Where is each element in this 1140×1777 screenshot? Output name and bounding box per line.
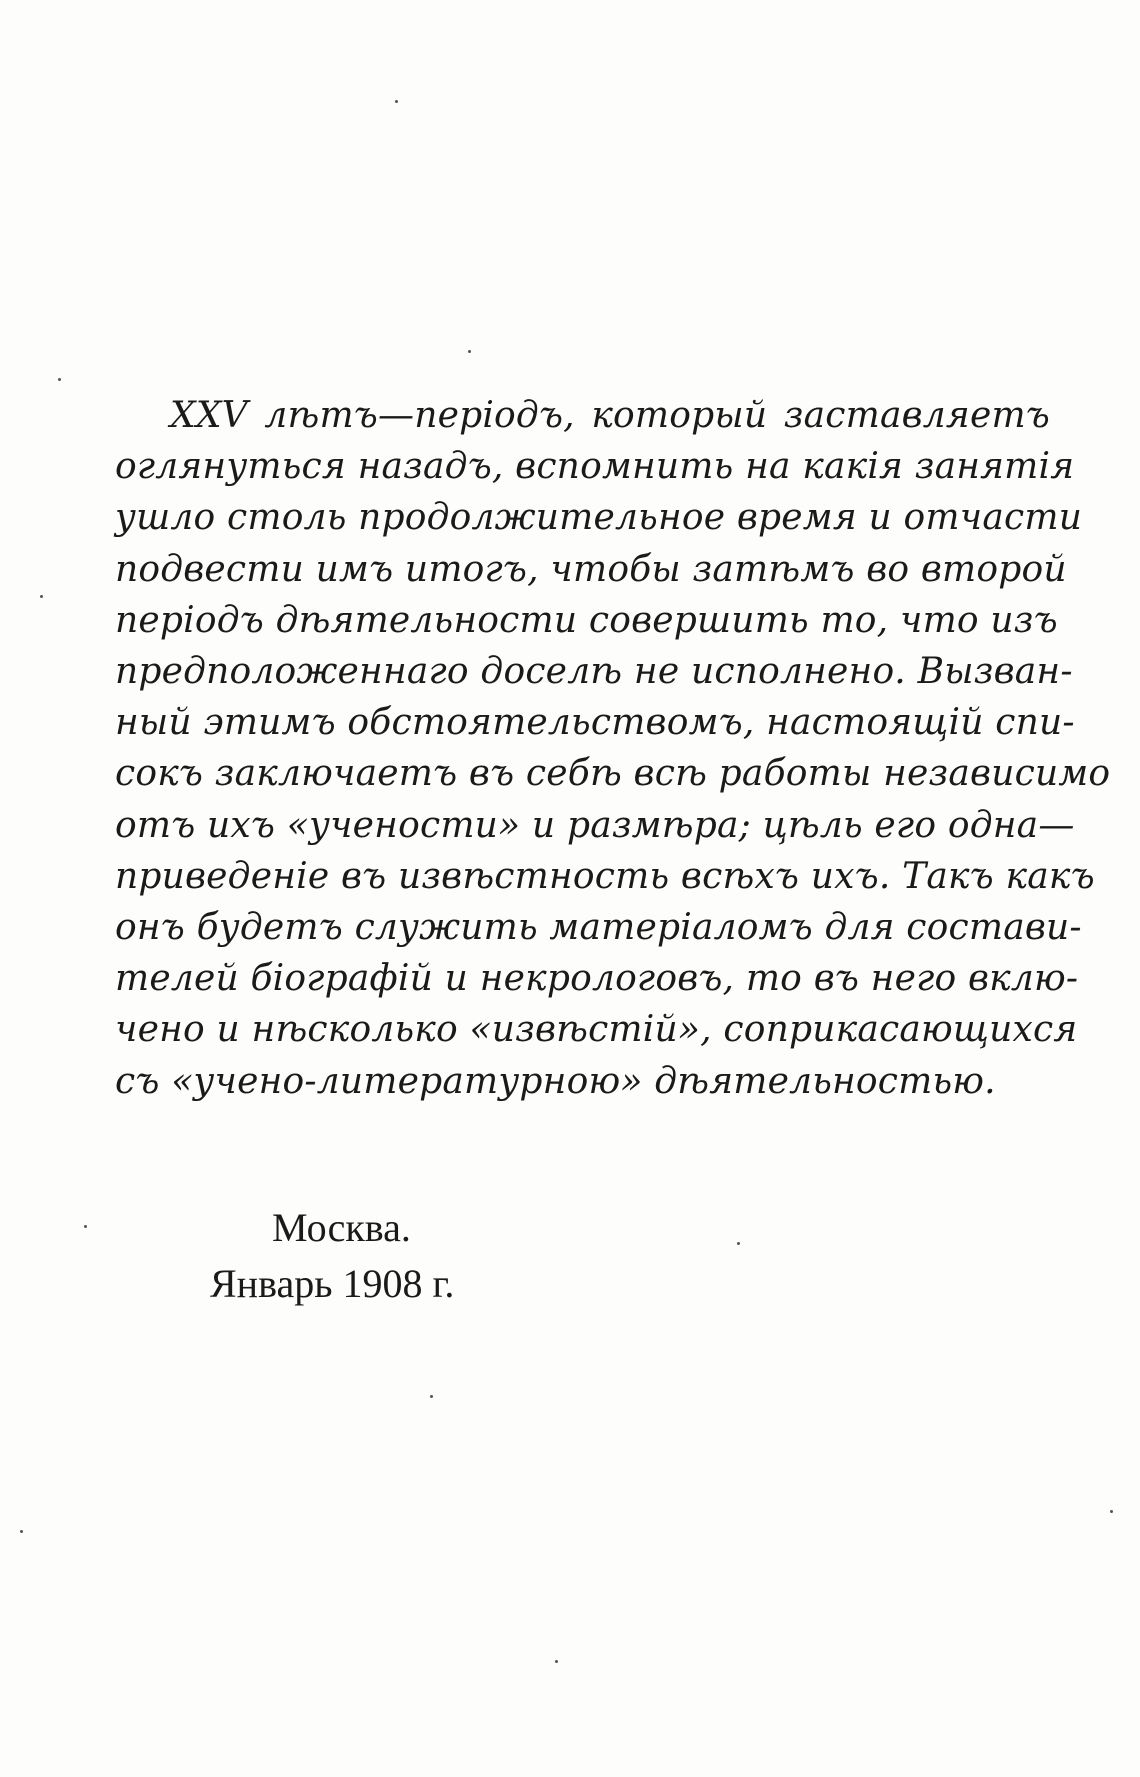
scan-speck — [58, 378, 61, 381]
text-line: приведеніе въ извѣстность всѣхъ ихъ. Такъ какъ — [115, 855, 1095, 897]
text-line: подвести имъ итогъ, чтобы затѣмъ во второй — [115, 548, 1067, 590]
text-line: періодъ дѣятельности совершить то, что изъ — [115, 599, 1058, 641]
text-line: отъ ихъ «учености» и размѣра; цѣль его одна— — [115, 804, 1075, 846]
scan-speck — [737, 1242, 740, 1245]
scan-speck — [468, 350, 471, 353]
text-line: чено и нѣсколько «извѣстій», соприкасающихся — [115, 1009, 1078, 1051]
scan-speck — [1110, 1510, 1113, 1513]
text-line: телей біографій и некрологовъ, то въ него вклю- — [115, 958, 1079, 1000]
signature-city: Москва. — [272, 1205, 411, 1250]
scan-speck — [20, 1530, 23, 1533]
preface-paragraph — [115, 390, 1111, 1107]
scan-speck — [430, 1395, 433, 1398]
text-line: предположеннаго доселѣ не исполнено. Вызван- — [115, 651, 1073, 693]
text-line: онъ будетъ служить матеріаломъ для состави- — [115, 907, 1082, 949]
signature-block — [210, 1200, 454, 1312]
scan-speck — [555, 1660, 558, 1663]
text-line: съ «учено-литературною» дѣятельностью. — [115, 1060, 996, 1102]
text-line: ный этимъ обстоятельствомъ, настоящій спи- — [115, 702, 1075, 744]
text-line: ушло столь продолжительное время и отчасти — [115, 497, 1083, 539]
scan-speck — [40, 595, 43, 598]
scan-speck — [84, 1225, 87, 1228]
signature-date: Январь 1908 г. — [210, 1261, 455, 1306]
text-line: оглянуться назадъ, вспомнить на какія занятія — [115, 446, 1075, 488]
text-line: сокъ заключаетъ въ себѣ всѣ работы независимо — [115, 753, 1111, 795]
text-line: XXV лѣтъ—періодъ, который заставляетъ — [170, 395, 1050, 436]
scan-speck — [395, 100, 398, 103]
